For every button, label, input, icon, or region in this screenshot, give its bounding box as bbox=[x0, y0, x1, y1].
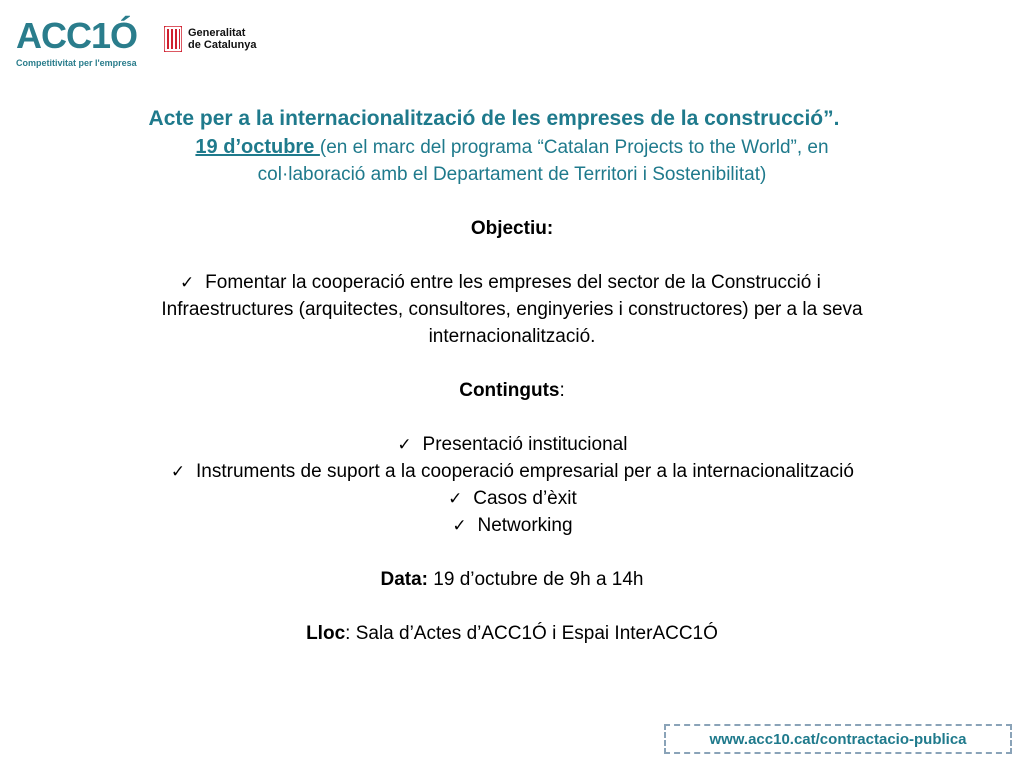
acc10-logo-text: ACC1Ó bbox=[16, 15, 138, 56]
date-label: Data: bbox=[380, 569, 428, 590]
event-date: 19 d’octubre bbox=[195, 136, 320, 158]
contents-heading bbox=[0, 377, 1024, 404]
generalitat-logo bbox=[164, 26, 274, 56]
event-title: Acte per a la internacionalització de les empreses de la construcció”. bbox=[148, 107, 840, 130]
contents-item bbox=[0, 458, 1024, 485]
objective-item-line2: Infraestructures (arquitectes, consultores, enginyeries i constructores) per a la seva bbox=[161, 299, 863, 320]
event-context-2: col·laboració amb el Departament de Territori i Sostenibilitat) bbox=[257, 164, 767, 185]
objective-heading: Objectiu: bbox=[470, 218, 554, 239]
event-context-1: (en el marc del programa “Catalan Projects to the World”, en bbox=[319, 137, 829, 158]
contents-item bbox=[0, 485, 1024, 512]
generalitat-text bbox=[188, 27, 256, 51]
objective-item-line3: internacionalització. bbox=[428, 326, 596, 347]
check-icon: ✓ bbox=[452, 516, 467, 535]
event-date-detail bbox=[0, 566, 1024, 593]
contents-heading-colon: : bbox=[559, 380, 565, 401]
event-subtitle bbox=[0, 134, 1024, 161]
check-icon: ✓ bbox=[448, 489, 463, 508]
event-place-detail bbox=[0, 620, 1024, 647]
check-icon: ✓ bbox=[397, 435, 412, 454]
check-icon: ✓ bbox=[180, 273, 195, 292]
contractacio-publica-link[interactable]: www.acc10.cat/contractacio-publica bbox=[664, 724, 1012, 754]
main-content bbox=[0, 104, 1024, 647]
date-value: 19 d’octubre de 9h a 14h bbox=[428, 569, 644, 590]
contents-item-label: Casos d’èxit bbox=[473, 488, 577, 509]
place-label: Lloc bbox=[306, 623, 346, 644]
contents-heading-label: Continguts bbox=[459, 380, 560, 401]
contents-item bbox=[0, 512, 1024, 539]
contents-item bbox=[0, 431, 1024, 458]
generalitat-line2: de Catalunya bbox=[188, 39, 257, 51]
acc10-logo bbox=[16, 14, 146, 74]
generalitat-flag-icon bbox=[164, 26, 182, 52]
check-icon: ✓ bbox=[170, 462, 186, 481]
contents-item-label: Instruments de suport a la cooperació empresarial per a la internacionalització bbox=[196, 461, 854, 482]
contents-item-label: Presentació institucional bbox=[422, 434, 628, 455]
objective-item-line1 bbox=[0, 269, 1012, 296]
objective-text-1: Fomentar la cooperació entre les empreses del sector de la Construcció i bbox=[205, 272, 821, 293]
place-value: : Sala d’Actes d’ACC1Ó i Espai InterACC1Ó bbox=[345, 623, 718, 644]
contents-item-label: Networking bbox=[477, 515, 573, 536]
acc10-tagline: Competitivitat per l'empresa bbox=[16, 58, 137, 68]
generalitat-line1: Generalitat bbox=[188, 27, 246, 39]
